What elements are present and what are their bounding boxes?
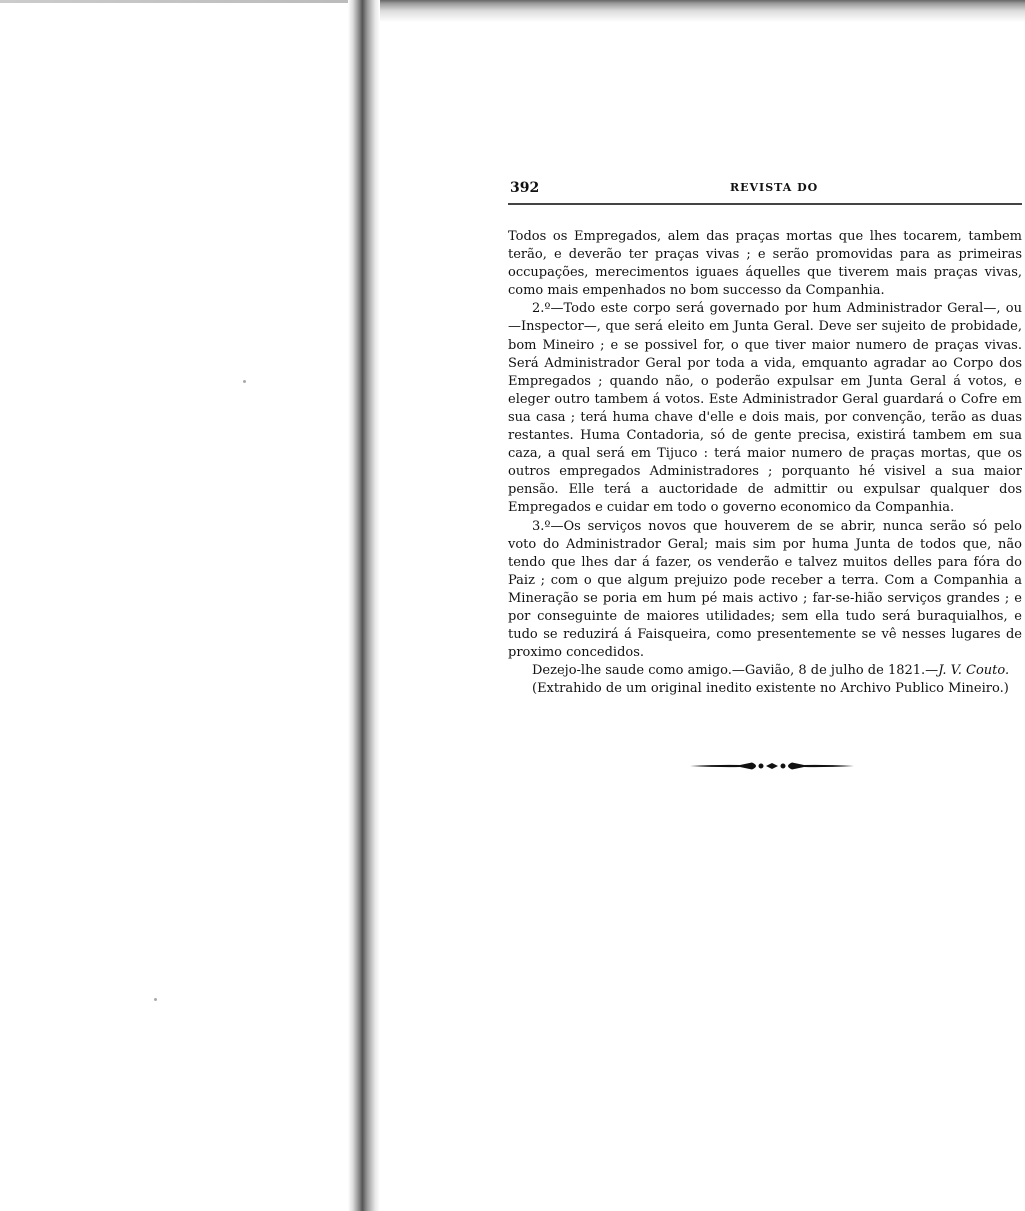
book-spine-shadow: [348, 0, 380, 1211]
paragraph-3: 3.º—Os serviços novos que houverem de se abrir, nunca serão só pelo voto do Administrador Geral; mais sim por huma Junta de todos que, não tendo que lhes dar á fazer, os venderão e talvez muitos delles para fóra do Paiz ; com o que algum prejuizo pode receber a terra. Com a Companhia a Mineração se poria em hum pé mais activo ; far-se-hião serviços grandes ; e por conseguinte de maiores utilidades; sem ella tudo será buraquialhos, e tudo se reduzirá á Faisqueira, como presentemente se vê nesses lugares de proximo concedidos.: [508, 518, 1022, 661]
paragraph-5: (Extrahido de um original inedito existente no Archivo Publico Mineiro.): [532, 681, 1009, 697]
scan-speck: [243, 380, 246, 383]
paragraph-4: [508, 662, 1022, 680]
author-signature: J. V. Couto.: [938, 663, 1010, 679]
running-head: REVISTA DO: [730, 181, 819, 194]
closing-line: Dezejo-lhe saude como amigo.—Gavião, 8 de julho de 1821.—: [532, 663, 939, 679]
page-body: [508, 228, 1022, 698]
header-rule: [508, 203, 1022, 205]
paragraph-1: Todos os Empregados, alem das praças mortas que lhes tocarem, tambem terão, e deverão ter praças vivas ; e serão promovidas para as primeiras occupações, merecimentos iguaes áquelles que tiverem mais praças vivas, como mais empenhados no bom successo da Companhia.: [508, 229, 1022, 299]
page-number: 392: [510, 180, 540, 196]
horizontal-flourish-ornament-icon: [690, 760, 854, 772]
paragraph-2: 2.º—Todo este corpo será governado por hum Administrador Geral—, ou—Inspector—, que será eleito em Junta Geral. Deve ser sujeito de probidade, bom Mineiro ; e se possivel for, o que tiver maior numero de praças vivas. Será Administrador Geral por toda a vida, emquanto agradar ao Corpo dos Empregados ; quando não, o poderão expulsar em Junta Geral á votos, e eleger outro tambem á votos. Este Administrador Geral guardará o Cofre em sua casa ; terá huma chave d'elle e dois mais, por convenção, terão as duas restantes. Huma Contadoria, só de gente precisa, existirá tambem em sua caza, a qual será em Tijuco : terá maior numero de praças mortas, que os outros empregados Administradores ; porquanto hé visivel a sua maior pensão. Elle terá a auctoridade de admittir ou expulsar qualquer dos Empregados e cuidar em todo o governo economico da Companhia.: [508, 301, 1022, 516]
page-header: [508, 180, 1022, 202]
book-page: [508, 180, 1022, 697]
book-top-shadow: [360, 0, 1025, 22]
scan-speck: [154, 998, 157, 1001]
